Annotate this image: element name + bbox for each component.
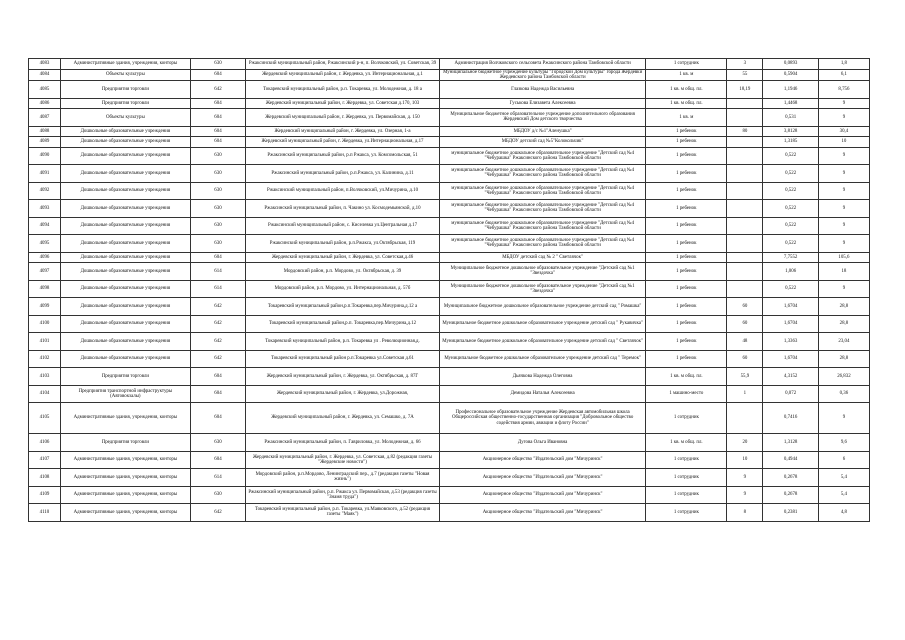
cell-organization: МБДОУ д/с №1"Аленушка"	[439, 126, 646, 137]
table-row	[29, 126, 870, 137]
cell-value: 7,7552	[763, 252, 818, 263]
cell-volume: 9	[818, 200, 869, 218]
cell-quantity: 55	[727, 69, 763, 81]
cell-code: 604	[190, 451, 245, 469]
cell-address: Жердевский муниципальный район, г. Жердевка, ул. Советская, д.82 (редакция газеты "Жердевские новости")	[246, 451, 440, 469]
cell-object-type: Административные здания, учреждения, конторы	[60, 504, 190, 522]
cell-object-type: Предприятия транспортной инфраструктуры (Автовокзалы)	[60, 385, 190, 403]
cell-unit: 1 сотрудник	[646, 486, 727, 504]
cell-id: 4104	[29, 385, 61, 403]
cell-volume: 18	[818, 263, 869, 281]
cell-id: 4087	[29, 109, 61, 127]
cell-code: 604	[190, 403, 245, 434]
cell-address: Мордовский район, р.п. Мордово, ул. Октябрьская, д. 39	[246, 263, 440, 281]
cell-value: 0,2678	[763, 469, 818, 487]
cell-unit: 1 кв. м общ. пл.	[646, 81, 727, 99]
cell-volume: 9	[818, 235, 869, 253]
cell-unit: 1 кв. м	[646, 109, 727, 127]
cell-quantity: 60	[727, 350, 763, 368]
cell-organization: Муниципальное бюджетное дошкольное образовательное учреждение "Детский сад №1 "Звездочка"	[439, 280, 646, 298]
cell-organization: Глазкова Надежда Васильевна	[439, 81, 646, 99]
table-row	[29, 504, 870, 522]
cell-organization: Демидова Наталья Алексеевна	[439, 385, 646, 403]
cell-address: Жердевский муниципальный район, г. Жердевка, ул.Интернациональная, д.17	[246, 137, 440, 148]
cell-object-type: Административные здания, учреждения, конторы	[60, 403, 190, 434]
cell-address: Ржаксинский муниципальный район, Ржаксинский р-н, п. Волчковский, ул. Советская, 39	[246, 59, 440, 70]
cell-volume: 9	[818, 147, 869, 165]
table-row	[29, 385, 870, 403]
cell-address: Токаревский муниципальный район, р.п. Токаревка, ул. Молодежная, д. 18 а	[246, 81, 440, 99]
cell-code: 630	[190, 147, 245, 165]
cell-unit: 1 ребенок	[646, 252, 727, 263]
cell-address: Ржаксинский муниципальный район, р.п.Ржакса, ул.Октябрьская, 119	[246, 235, 440, 253]
cell-value: 4,3152	[763, 368, 818, 386]
cell-code: 630	[190, 182, 245, 200]
cell-unit: 1 ребенок	[646, 298, 727, 316]
cell-quantity	[727, 200, 763, 218]
cell-organization: муниципальное бюджетное дошкольное образовательное учреждение "Детский сад №4 "Чебурашка" Ржаксинского района Тамбовской области	[439, 235, 646, 253]
cell-unit: 1 ребенок	[646, 182, 727, 200]
cell-quantity	[727, 263, 763, 281]
cell-address: Жердевский муниципальный район, г. Жердевка, ул. Семашко, д. 7А	[246, 403, 440, 434]
cell-value: 0,522	[763, 235, 818, 253]
cell-quantity	[727, 98, 763, 109]
cell-organization: Администрация Волчковского сельсовета Ржаксинского района Тамбовской области	[439, 59, 646, 70]
cell-unit: 1 кв. м общ. пл.	[646, 434, 727, 452]
cell-code: 642	[190, 315, 245, 333]
cell-organization: МБДОУ детский сад №5"Колокольчик"	[439, 137, 646, 148]
cell-address: Жердевский муниципальный район, г. Жердевка, ул. Октябрьская, д. 87Г	[246, 368, 440, 386]
cell-address: Ржаксинский муниципальный район, п.Волчковский, ул.Мичурина, д.10	[246, 182, 440, 200]
cell-code: 630	[190, 235, 245, 253]
cell-volume: 9	[818, 217, 869, 235]
table-row	[29, 165, 870, 183]
table-row	[29, 81, 870, 99]
cell-id: 4096	[29, 252, 61, 263]
cell-unit: 1 сотрудник	[646, 504, 727, 522]
cell-value: 0,7416	[763, 403, 818, 434]
cell-code: 604	[190, 69, 245, 81]
cell-unit: 1 ребенок	[646, 165, 727, 183]
cell-id: 4098	[29, 280, 61, 298]
cell-address: Жердевский муниципальный район, г. Жердевка, ул. Первомайская, д. 150	[246, 109, 440, 127]
cell-volume: 6	[818, 451, 869, 469]
cell-unit: 1 машино-место	[646, 385, 727, 403]
cell-value: 0,522	[763, 182, 818, 200]
cell-object-type: Предприятия торговли	[60, 368, 190, 386]
cell-code: 604	[190, 126, 245, 137]
cell-object-type: Дошкольные образовательные учреждения	[60, 126, 190, 137]
cell-quantity	[727, 137, 763, 148]
cell-id: 4093	[29, 200, 61, 218]
table-row	[29, 298, 870, 316]
cell-address: Токаревский муниципальный район, р.п. Токаревка ул . Революционная,д.	[246, 333, 440, 351]
cell-address: Ржаксинский муниципальный район, р.п. Ржакса ул. Первомайская, д.53 (редакция газеты "Знамя труда")	[246, 486, 440, 504]
cell-organization: Муниципальное бюджетное дошкольное образовательное учреждение "Детский сад №1 "Звездочка"	[439, 263, 646, 281]
cell-code: 630	[190, 165, 245, 183]
cell-volume: 105,6	[818, 252, 869, 263]
table-row	[29, 217, 870, 235]
cell-id: 4103	[29, 368, 61, 386]
cell-volume: 23,04	[818, 333, 869, 351]
cell-quantity	[727, 235, 763, 253]
cell-volume: 5,4	[818, 486, 869, 504]
cell-volume: 9	[818, 403, 869, 434]
cell-code: 642	[190, 504, 245, 522]
cell-id: 4102	[29, 350, 61, 368]
cell-unit: 1 ребенок	[646, 280, 727, 298]
table-row	[29, 280, 870, 298]
cell-address: Мордовский район, р.п. Мордово, ул. Интернациональная, д. 57б	[246, 280, 440, 298]
cell-organization: Муниципальное бюджетное дошкольное образовательное учреждение детский сад " Ромашка"	[439, 298, 646, 316]
cell-id: 4108	[29, 469, 61, 487]
cell-value: 0,522	[763, 280, 818, 298]
cell-quantity: 80	[727, 126, 763, 137]
cell-id: 4105	[29, 403, 61, 434]
table-row	[29, 200, 870, 218]
table-row	[29, 333, 870, 351]
cell-code: 604	[190, 368, 245, 386]
table-row	[29, 451, 870, 469]
cell-object-type: Дошкольные образовательные учреждения	[60, 165, 190, 183]
cell-quantity	[727, 217, 763, 235]
cell-organization: Дьячкова Надежда Олеговна	[439, 368, 646, 386]
cell-id: 4085	[29, 81, 61, 99]
cell-quantity: 18,19	[727, 81, 763, 99]
cell-code: 604	[190, 98, 245, 109]
cell-address: Жердевский муниципальный район, г. Жердевка, ул. Интернациональная, д.1	[246, 69, 440, 81]
cell-volume: 9	[818, 165, 869, 183]
table-row	[29, 469, 870, 487]
cell-volume: 28,8	[818, 298, 869, 316]
cell-quantity: 55,9	[727, 368, 763, 386]
cell-value: 0,5904	[763, 69, 818, 81]
cell-id: 4094	[29, 217, 61, 235]
table-row	[29, 368, 870, 386]
cell-id: 4090	[29, 147, 61, 165]
cell-address: Жердевский муниципальный район, г. Жердевка, ул. Советская д.170, 103	[246, 98, 440, 109]
cell-volume: 5,4	[818, 469, 869, 487]
cell-address: Токаревский муниципальный район,р.п.Токаревка,пер.Мичурина,д.12 а	[246, 298, 440, 316]
cell-unit: 1 ребенок	[646, 350, 727, 368]
cell-quantity: 60	[727, 298, 763, 316]
cell-object-type: Дошкольные образовательные учреждения	[60, 263, 190, 281]
cell-object-type: Предприятия торговли	[60, 434, 190, 452]
cell-volume: 28,8	[818, 315, 869, 333]
cell-value: 0,0893	[763, 59, 818, 70]
cell-address: Ржаксинский муниципальный район, п. Чакино ул. Космодемьянской, д.10	[246, 200, 440, 218]
cell-code: 630	[190, 217, 245, 235]
cell-quantity: 8	[727, 504, 763, 522]
cell-address: Ржаксинский муниципальный район, с. Киселевка ул.Центральная д.17	[246, 217, 440, 235]
table-row	[29, 59, 870, 70]
cell-object-type: Предприятия торговли	[60, 81, 190, 99]
cell-object-type: Дошкольные образовательные учреждения	[60, 252, 190, 263]
cell-code: 614	[190, 263, 245, 281]
cell-quantity: 20	[727, 434, 763, 452]
cell-address: Ржаксинский муниципальный район, р.п Ржакса, ул. Комсомольская, 51	[246, 147, 440, 165]
cell-quantity	[727, 182, 763, 200]
table-row	[29, 486, 870, 504]
cell-organization: Акционерное общество "Издательский дом "Мичуринск"	[439, 451, 646, 469]
cell-id: 4097	[29, 263, 61, 281]
cell-volume: 0,36	[818, 385, 869, 403]
cell-code: 604	[190, 137, 245, 148]
cell-address: Мордовский район, р.п.Мордово, Ленинградский пер., д.7 (редакция газеты "Новая жизнь")	[246, 469, 440, 487]
cell-unit: 1 ребенок	[646, 200, 727, 218]
cell-id: 4106	[29, 434, 61, 452]
cell-address: Жердевский муниципальный район, г. Жердевка, ул. Советская,д.46	[246, 252, 440, 263]
cell-organization: муниципальное бюджетное дошкольное образовательное учреждение "Детский сад №4 "Чебурашка" Ржаксинского района Тамбовской области	[439, 217, 646, 235]
cell-value: 1,6704	[763, 350, 818, 368]
cell-id: 4083	[29, 59, 61, 70]
cell-unit: 1 ребенок	[646, 235, 727, 253]
table-row	[29, 98, 870, 109]
cell-volume: 9	[818, 182, 869, 200]
cell-object-type: Дошкольные образовательные учреждения	[60, 217, 190, 235]
cell-code: 614	[190, 469, 245, 487]
table-row	[29, 147, 870, 165]
cell-value: 1,3128	[763, 434, 818, 452]
cell-organization: Профессиональное образовательное учреждение Жердевская автомобильная школа Общероссийская общественно-государственная организация "Добровольное общество содействия армии, авиации и флоту России"	[439, 403, 646, 434]
cell-volume: 9,6	[818, 434, 869, 452]
cell-quantity	[727, 280, 763, 298]
cell-volume: 4,8	[818, 504, 869, 522]
cell-code: 604	[190, 385, 245, 403]
cell-code: 630	[190, 486, 245, 504]
cell-quantity	[727, 165, 763, 183]
cell-unit: 1 ребенок	[646, 147, 727, 165]
cell-value: 0,522	[763, 217, 818, 235]
cell-object-type: Административные здания, учреждения, конторы	[60, 451, 190, 469]
cell-organization: Муниципальное бюджетное образовательное учреждение дополнительного образования Жердевский Дом детского творчества	[439, 109, 646, 127]
table-row	[29, 69, 870, 81]
table-row	[29, 315, 870, 333]
cell-code: 642	[190, 298, 245, 316]
cell-id: 4099	[29, 298, 61, 316]
cell-value: 0,522	[763, 147, 818, 165]
cell-organization: Дугова Ольга Ивановна	[439, 434, 646, 452]
cell-quantity	[727, 109, 763, 127]
cell-quantity: 10	[727, 451, 763, 469]
cell-object-type: Дошкольные образовательные учреждения	[60, 137, 190, 148]
cell-value: 1,6704	[763, 315, 818, 333]
cell-volume: 6,1	[818, 69, 869, 81]
cell-unit: 1 ребенок	[646, 333, 727, 351]
cell-id: 4092	[29, 182, 61, 200]
table-row	[29, 137, 870, 148]
cell-object-type: Дошкольные образовательные учреждения	[60, 333, 190, 351]
cell-organization: Муниципальное бюджетное дошкольное образовательное учреждение детский сад " Рукавичка"	[439, 315, 646, 333]
cell-id: 4086	[29, 98, 61, 109]
cell-address: Ржаксинский муниципальный район, р.п.Ржакса, ул. Калинина, д.11	[246, 165, 440, 183]
cell-unit: 1 сотрудник	[646, 451, 727, 469]
cell-volume: 26,832	[818, 368, 869, 386]
table-row	[29, 403, 870, 434]
cell-value: 0,522	[763, 200, 818, 218]
cell-volume: 30,4	[818, 126, 869, 137]
cell-quantity	[727, 147, 763, 165]
cell-quantity: 9	[727, 486, 763, 504]
cell-address: Токаревский муниципальный район, р.п. Токаревка, ул.Маяковского, д.52 (редакция газеты "Маяк")	[246, 504, 440, 522]
cell-object-type: Дошкольные образовательные учреждения	[60, 350, 190, 368]
cell-code: 604	[190, 252, 245, 263]
cell-quantity: 9	[727, 469, 763, 487]
cell-code: 614	[190, 280, 245, 298]
cell-unit: 1 ребенок	[646, 126, 727, 137]
cell-unit: 1 ребенок	[646, 137, 727, 148]
cell-unit: 1 сотрудник	[646, 59, 727, 70]
cell-value: 1,4468	[763, 98, 818, 109]
cell-value: 1,1946	[763, 81, 818, 99]
cell-value: 0,2678	[763, 486, 818, 504]
cell-id: 4084	[29, 69, 61, 81]
cell-object-type: Дошкольные образовательные учреждения	[60, 298, 190, 316]
cell-quantity	[727, 403, 763, 434]
cell-id: 4089	[29, 137, 61, 148]
cell-organization: Акционерное общество "Издательский дом "Мичуринск"	[439, 469, 646, 487]
cell-value: 0,522	[763, 165, 818, 183]
cell-volume: 8,756	[818, 81, 869, 99]
cell-volume: 1,8	[818, 59, 869, 70]
table-row	[29, 263, 870, 281]
cell-code: 642	[190, 333, 245, 351]
cell-object-type: Административные здания, учреждения, конторы	[60, 486, 190, 504]
cell-unit: 1 кв. м	[646, 69, 727, 81]
cell-code: 630	[190, 434, 245, 452]
cell-organization: Муниципальное бюджетное дошкольное образовательное учреждение детский сад " Теремок"	[439, 350, 646, 368]
cell-unit: 1 кв. м общ. пл.	[646, 98, 727, 109]
cell-value: 0,531	[763, 109, 818, 127]
table-row	[29, 350, 870, 368]
cell-value: 0,2381	[763, 504, 818, 522]
cell-code: 642	[190, 350, 245, 368]
cell-quantity: 60	[727, 315, 763, 333]
cell-organization: Муниципальное бюджетное учреждение культуры "Городской Дом культуры" города Жердевки Жердевского района Тамбовской области	[439, 69, 646, 81]
table-row	[29, 252, 870, 263]
cell-organization: МБДОУ детский сад № 2 " Светлячок"	[439, 252, 646, 263]
cell-value: 0,4944	[763, 451, 818, 469]
cell-value: 0,072	[763, 385, 818, 403]
cell-id: 4110	[29, 504, 61, 522]
cell-object-type: Дошкольные образовательные учреждения	[60, 280, 190, 298]
table-row	[29, 109, 870, 127]
cell-quantity	[727, 252, 763, 263]
cell-code: 630	[190, 200, 245, 218]
cell-organization: муниципальное бюджетное дошкольное образовательное учреждение "Детский сад №4 "Чебурашка" Ржаксинского района Тамбовской области	[439, 200, 646, 218]
cell-organization: Муниципальное бюджетное дошкольное образовательное учреждение детский сад " Светлячок"	[439, 333, 646, 351]
cell-address: Жердевский муниципальный район, г. Жердевка, ул. Озерная, 1-а	[246, 126, 440, 137]
table-row	[29, 235, 870, 253]
cell-unit: 1 сотрудник	[646, 403, 727, 434]
cell-object-type: Дошкольные образовательные учреждения	[60, 182, 190, 200]
cell-volume: 28,8	[818, 350, 869, 368]
cell-volume: 9	[818, 280, 869, 298]
cell-quantity: 3	[727, 59, 763, 70]
cell-unit: 1 сотрудник	[646, 469, 727, 487]
cell-organization: Гуськова Елизавета Алексеевна	[439, 98, 646, 109]
cell-unit: 1 ребенок	[646, 315, 727, 333]
cell-object-type: Дошкольные образовательные учреждения	[60, 315, 190, 333]
cell-id: 4100	[29, 315, 61, 333]
cell-value: 3,8128	[763, 126, 818, 137]
cell-code: 604	[190, 109, 245, 127]
cell-value: 1,6704	[763, 298, 818, 316]
cell-id: 4091	[29, 165, 61, 183]
cell-value: 1,006	[763, 263, 818, 281]
cell-quantity: 48	[727, 333, 763, 351]
cell-object-type: Дошкольные образовательные учреждения	[60, 200, 190, 218]
table-body	[29, 59, 870, 522]
table-row	[29, 182, 870, 200]
cell-id: 4088	[29, 126, 61, 137]
cell-id: 4095	[29, 235, 61, 253]
table-row	[29, 434, 870, 452]
cell-quantity: 1	[727, 385, 763, 403]
cell-volume: 10	[818, 137, 869, 148]
cell-organization: муниципальное бюджетное дошкольное образовательное учреждение "Детский сад №4 "Чебурашка" Ржаксинского района Тамбовской области	[439, 147, 646, 165]
cell-volume: 9	[818, 109, 869, 127]
cell-unit: 1 кв. м общ. пл.	[646, 368, 727, 386]
cell-volume: 9	[818, 98, 869, 109]
cell-id: 4101	[29, 333, 61, 351]
cell-unit: 1 ребенок	[646, 263, 727, 281]
cell-organization: Акционерное общество "Издательский дом "Мичуринск"	[439, 486, 646, 504]
cell-object-type: Дошкольные образовательные учреждения	[60, 147, 190, 165]
cell-object-type: Объекты культуры	[60, 69, 190, 81]
cell-value: 1,3363	[763, 333, 818, 351]
cell-unit: 1 ребенок	[646, 217, 727, 235]
cell-address: Ржаксинский муниципальный район, п. Гавриловка, ул. Молодежная, д. 66	[246, 434, 440, 452]
cell-address: Токаревский муниципальный район,р.п. Токаревка,пер.Мичурина,д.12	[246, 315, 440, 333]
cell-value: 1,3185	[763, 137, 818, 148]
cell-code: 630	[190, 59, 245, 70]
cell-address: Жердевский муниципальный район, г. Жердевка, ул.Дорожная,	[246, 385, 440, 403]
cell-object-type: Административные здания, учреждения, конторы	[60, 59, 190, 70]
cell-organization: Акционерное общество "Издательский дом "Мичуринск"	[439, 504, 646, 522]
cell-object-type: Административные здания, учреждения, конторы	[60, 469, 190, 487]
cell-address: Токаревский муниципальный район р.п.Токаревка ул.Советская д.61	[246, 350, 440, 368]
cell-code: 642	[190, 81, 245, 99]
registry-table	[28, 58, 870, 522]
cell-id: 4109	[29, 486, 61, 504]
cell-object-type: Дошкольные образовательные учреждения	[60, 235, 190, 253]
cell-object-type: Объекты культуры	[60, 109, 190, 127]
cell-organization: муниципальное бюджетное дошкольное образовательное учреждение "Детский сад №4 "Чебурашка" Ржаксинского района Тамбовской области	[439, 165, 646, 183]
cell-organization: муниципальное бюджетное дошкольное образовательное учреждение "Детский сад №4 "Чебурашка" Ржаксинского района Тамбовской области	[439, 182, 646, 200]
cell-id: 4107	[29, 451, 61, 469]
cell-object-type: Предприятия торговли	[60, 98, 190, 109]
